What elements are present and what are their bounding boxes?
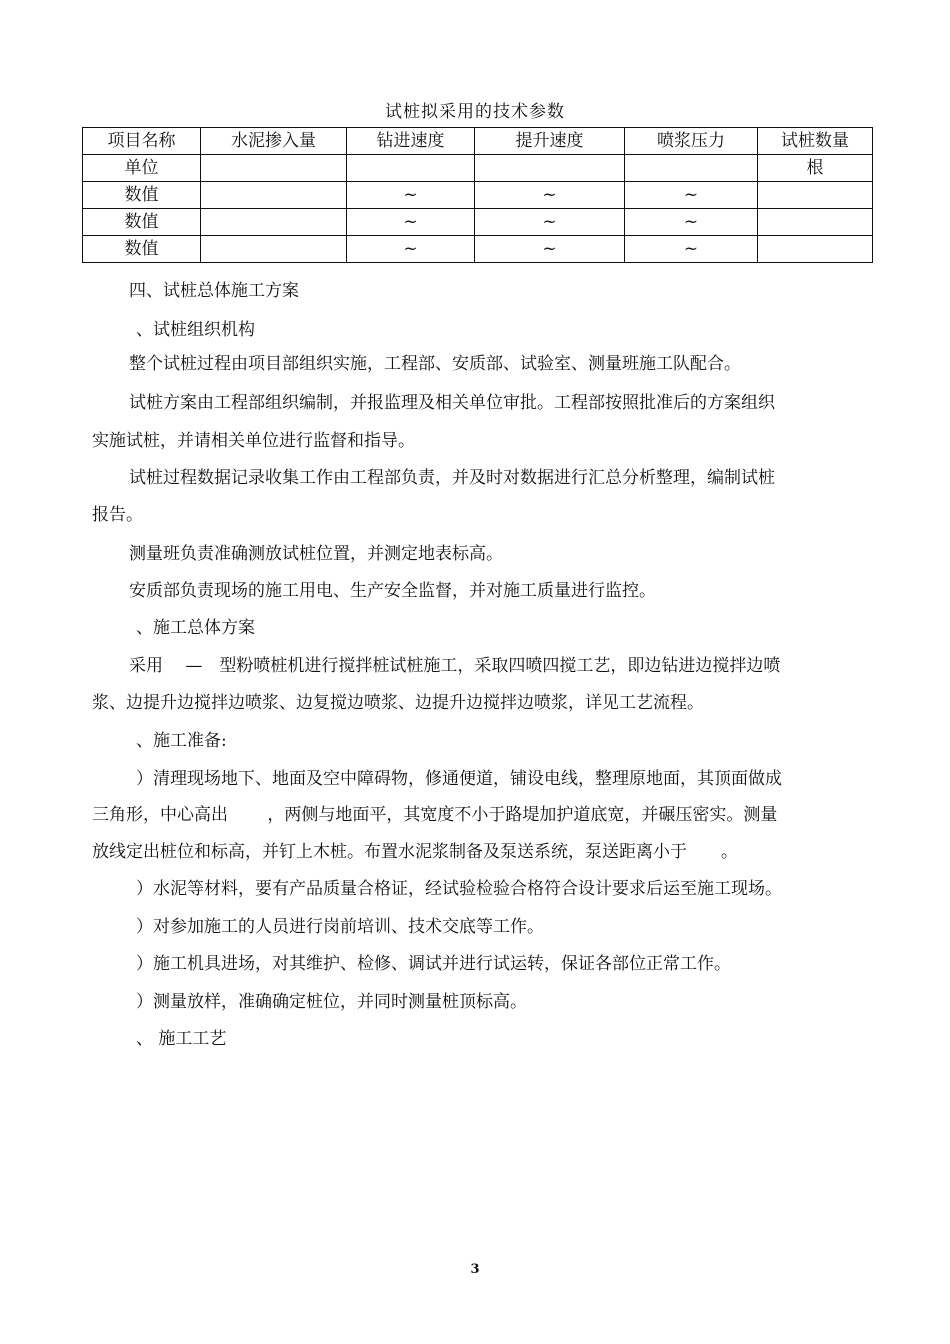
table-cell: ~ [475,182,625,209]
paragraph-line: ）清理现场地下、地面及空中障碍物，修通便道，铺设电线，整理原地面，其顶面做成 [136,769,782,789]
table-cell: ~ [347,236,475,263]
table-cell: ~ [347,182,475,209]
parameters-table [82,127,873,263]
paragraph-line: 放线定出桩位和标高，并钉上木桩。布置水泥浆制备及泵送系统，泵送距离小于 。 [92,842,738,862]
table-row [83,209,873,236]
section-heading: 四、试桩总体施工方案 [129,281,299,301]
page-number: 3 [470,1262,480,1277]
header-cell: 喷浆压力 [625,128,758,155]
subsection-heading: 、施工总体方案 [136,618,255,638]
paragraph-line: 整个试桩过程由项目部组织实施，工程部、安质部、试验室、测量班施工队配合。 [129,354,741,374]
paragraph-line: 测量班负责准确测放试桩位置，并测定地表标高。 [129,544,503,564]
header-cell: 项目名称 [83,128,201,155]
table-cell: ~ [475,209,625,236]
table-row [83,155,873,182]
subsection-heading: 、试桩组织机构 [136,320,255,340]
paragraph-line: 试桩过程数据记录收集工作由工程部负责，并及时对数据进行汇总分析整理，编制试桩 [129,468,775,488]
table-cell: 单位 [83,155,201,182]
table-cell: 数值 [83,209,201,236]
table-cell: ~ [475,236,625,263]
table-cell: 根 [758,155,873,182]
table-cell [201,209,347,236]
table-cell [758,209,873,236]
table-row [83,182,873,209]
paragraph-line: 采用 — 型粉喷桩机进行搅拌桩试桩施工，采取四喷四搅工艺，即边钻进边搅拌边喷 [129,656,781,676]
paragraph-line: 浆、边提升边搅拌边喷浆、边复搅边喷浆、边提升边搅拌边喷浆，详见工艺流程。 [92,693,704,713]
header-cell: 试桩数量 [758,128,873,155]
paragraph-line: ）施工机具进场，对其维护、检修、调试并进行试运转，保证各部位正常工作。 [136,954,731,974]
header-cell: 水泥掺入量 [201,128,347,155]
paragraph-line: 实施试桩，并请相关单位进行监督和指导。 [92,431,415,451]
table-title: 试桩拟采用的技术参数 [385,102,565,122]
paragraph-line: 报告。 [92,505,143,525]
table-cell: ~ [625,236,758,263]
table-cell [201,236,347,263]
paragraph-line: 试桩方案由工程部组织编制，并报监理及相关单位审批。工程部按照批准后的方案组织 [129,393,775,413]
table-cell [201,182,347,209]
paragraph-line: ）对参加施工的人员进行岗前培训、技术交底等工作。 [136,917,544,937]
paragraph-line: ）测量放样，准确确定桩位，并同时测量桩顶标高。 [136,992,527,1012]
table-cell: ~ [625,182,758,209]
paragraph-line: ）水泥等材料，要有产品质量合格证，经试验检验合格符合设计要求后运至施工现场。 [136,879,782,899]
header-cell: 钻进速度 [347,128,475,155]
table-cell: ~ [625,209,758,236]
table-cell: 数值 [83,182,201,209]
table-cell [758,182,873,209]
header-cell: 提升速度 [475,128,625,155]
subsection-heading: 、施工准备: [136,731,227,751]
table-cell [475,155,625,182]
table-header-row [83,128,873,155]
table-cell: 数值 [83,236,201,263]
table-cell [201,155,347,182]
table-cell [625,155,758,182]
table-cell [347,155,475,182]
table-cell: ~ [347,209,475,236]
table-row [83,236,873,263]
paragraph-line: 三角形，中心高出 ，两侧与地面平，其宽度不小于路堤加护道底宽，并碾压密实。测量 [92,805,778,825]
paragraph-line: 安质部负责现场的施工用电、生产安全监督，并对施工质量进行监控。 [129,581,656,601]
subsection-heading: 、 施工工艺 [136,1029,227,1049]
table-cell [758,236,873,263]
